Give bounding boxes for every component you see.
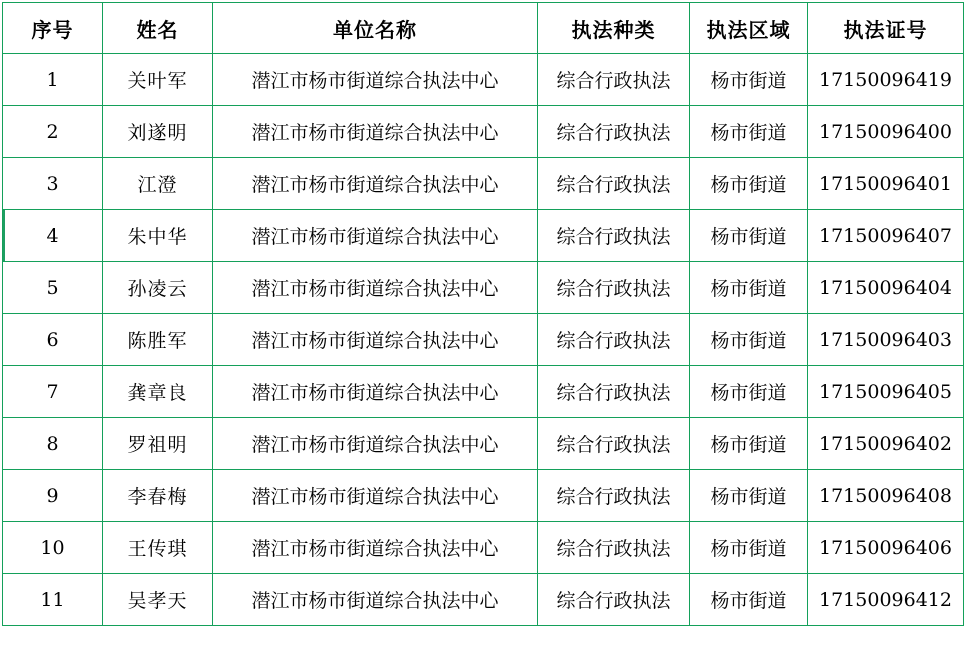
cell-cert[interactable]: 17150096404 bbox=[808, 262, 964, 314]
column-header-kind: 执法种类 bbox=[538, 3, 690, 54]
cell-cert[interactable]: 17150096403 bbox=[808, 314, 964, 366]
table-row[interactable] bbox=[3, 210, 964, 262]
cell-area[interactable]: 杨市街道 bbox=[690, 366, 808, 418]
table-row[interactable] bbox=[3, 574, 964, 626]
cell-area[interactable]: 杨市街道 bbox=[690, 574, 808, 626]
document-sheet bbox=[0, 2, 965, 646]
cell-index[interactable]: 6 bbox=[3, 314, 103, 366]
cell-area[interactable]: 杨市街道 bbox=[690, 522, 808, 574]
cell-index[interactable]: 1 bbox=[3, 54, 103, 106]
cell-unit[interactable]: 潜江市杨市街道综合执法中心 bbox=[213, 574, 538, 626]
cell-name[interactable]: 关叶军 bbox=[103, 54, 213, 106]
cell-cert[interactable]: 17150096407 bbox=[808, 210, 964, 262]
cell-name[interactable]: 王传琪 bbox=[103, 522, 213, 574]
cell-unit[interactable]: 潜江市杨市街道综合执法中心 bbox=[213, 262, 538, 314]
table-row[interactable] bbox=[3, 366, 964, 418]
cell-name[interactable]: 孙凌云 bbox=[103, 262, 213, 314]
enforcement-personnel-table bbox=[2, 2, 964, 626]
cell-area[interactable]: 杨市街道 bbox=[690, 470, 808, 522]
cell-kind[interactable]: 综合行政执法 bbox=[538, 210, 690, 262]
cell-kind[interactable]: 综合行政执法 bbox=[538, 418, 690, 470]
cell-cert[interactable]: 17150096405 bbox=[808, 366, 964, 418]
cell-area[interactable]: 杨市街道 bbox=[690, 54, 808, 106]
cell-kind[interactable]: 综合行政执法 bbox=[538, 158, 690, 210]
table-row[interactable] bbox=[3, 262, 964, 314]
cell-name[interactable]: 朱中华 bbox=[103, 210, 213, 262]
table-row[interactable] bbox=[3, 314, 964, 366]
cell-index[interactable]: 4 bbox=[3, 210, 103, 262]
cell-kind[interactable]: 综合行政执法 bbox=[538, 262, 690, 314]
cell-kind[interactable]: 综合行政执法 bbox=[538, 314, 690, 366]
cell-name[interactable]: 罗祖明 bbox=[103, 418, 213, 470]
cell-unit[interactable]: 潜江市杨市街道综合执法中心 bbox=[213, 366, 538, 418]
cell-index[interactable]: 10 bbox=[3, 522, 103, 574]
column-header-area: 执法区域 bbox=[690, 3, 808, 54]
table-row[interactable] bbox=[3, 522, 964, 574]
table-body bbox=[3, 54, 964, 626]
cell-index[interactable]: 7 bbox=[3, 366, 103, 418]
table-row[interactable] bbox=[3, 418, 964, 470]
cell-cert[interactable]: 17150096401 bbox=[808, 158, 964, 210]
cell-unit[interactable]: 潜江市杨市街道综合执法中心 bbox=[213, 470, 538, 522]
cell-unit[interactable]: 潜江市杨市街道综合执法中心 bbox=[213, 54, 538, 106]
cell-unit[interactable]: 潜江市杨市街道综合执法中心 bbox=[213, 418, 538, 470]
cell-index[interactable]: 11 bbox=[3, 574, 103, 626]
column-header-cert: 执法证号 bbox=[808, 3, 964, 54]
table-row[interactable] bbox=[3, 470, 964, 522]
cell-unit[interactable]: 潜江市杨市街道综合执法中心 bbox=[213, 106, 538, 158]
cell-kind[interactable]: 综合行政执法 bbox=[538, 54, 690, 106]
cell-index[interactable]: 8 bbox=[3, 418, 103, 470]
cell-cert[interactable]: 17150096402 bbox=[808, 418, 964, 470]
cell-unit[interactable]: 潜江市杨市街道综合执法中心 bbox=[213, 158, 538, 210]
cell-name[interactable]: 龚章良 bbox=[103, 366, 213, 418]
cell-unit[interactable]: 潜江市杨市街道综合执法中心 bbox=[213, 210, 538, 262]
column-header-unit: 单位名称 bbox=[213, 3, 538, 54]
table-row[interactable] bbox=[3, 106, 964, 158]
cell-index[interactable]: 3 bbox=[3, 158, 103, 210]
column-header-index: 序号 bbox=[3, 3, 103, 54]
cell-name[interactable]: 江澄 bbox=[103, 158, 213, 210]
cell-kind[interactable]: 综合行政执法 bbox=[538, 106, 690, 158]
cell-name[interactable]: 李春梅 bbox=[103, 470, 213, 522]
cell-kind[interactable]: 综合行政执法 bbox=[538, 574, 690, 626]
cell-name[interactable]: 刘遂明 bbox=[103, 106, 213, 158]
table-row[interactable] bbox=[3, 158, 964, 210]
cell-index[interactable]: 9 bbox=[3, 470, 103, 522]
cell-kind[interactable]: 综合行政执法 bbox=[538, 522, 690, 574]
cell-cert[interactable]: 17150096400 bbox=[808, 106, 964, 158]
cell-cert[interactable]: 17150096408 bbox=[808, 470, 964, 522]
cell-index[interactable]: 5 bbox=[3, 262, 103, 314]
cell-area[interactable]: 杨市街道 bbox=[690, 106, 808, 158]
cell-kind[interactable]: 综合行政执法 bbox=[538, 366, 690, 418]
cell-area[interactable]: 杨市街道 bbox=[690, 314, 808, 366]
cell-area[interactable]: 杨市街道 bbox=[690, 158, 808, 210]
table-row[interactable] bbox=[3, 54, 964, 106]
table-header bbox=[3, 3, 964, 54]
cell-area[interactable]: 杨市街道 bbox=[690, 418, 808, 470]
cell-name[interactable]: 陈胜军 bbox=[103, 314, 213, 366]
cell-cert[interactable]: 17150096406 bbox=[808, 522, 964, 574]
cell-kind[interactable]: 综合行政执法 bbox=[538, 470, 690, 522]
cell-unit[interactable]: 潜江市杨市街道综合执法中心 bbox=[213, 522, 538, 574]
cell-cert[interactable]: 17150096412 bbox=[808, 574, 964, 626]
cell-unit[interactable]: 潜江市杨市街道综合执法中心 bbox=[213, 314, 538, 366]
cell-name[interactable]: 吴孝天 bbox=[103, 574, 213, 626]
cell-area[interactable]: 杨市街道 bbox=[690, 210, 808, 262]
cell-index[interactable]: 2 bbox=[3, 106, 103, 158]
cell-cert[interactable]: 17150096419 bbox=[808, 54, 964, 106]
cell-area[interactable]: 杨市街道 bbox=[690, 262, 808, 314]
column-header-name: 姓名 bbox=[103, 3, 213, 54]
table-header-row bbox=[3, 3, 964, 54]
